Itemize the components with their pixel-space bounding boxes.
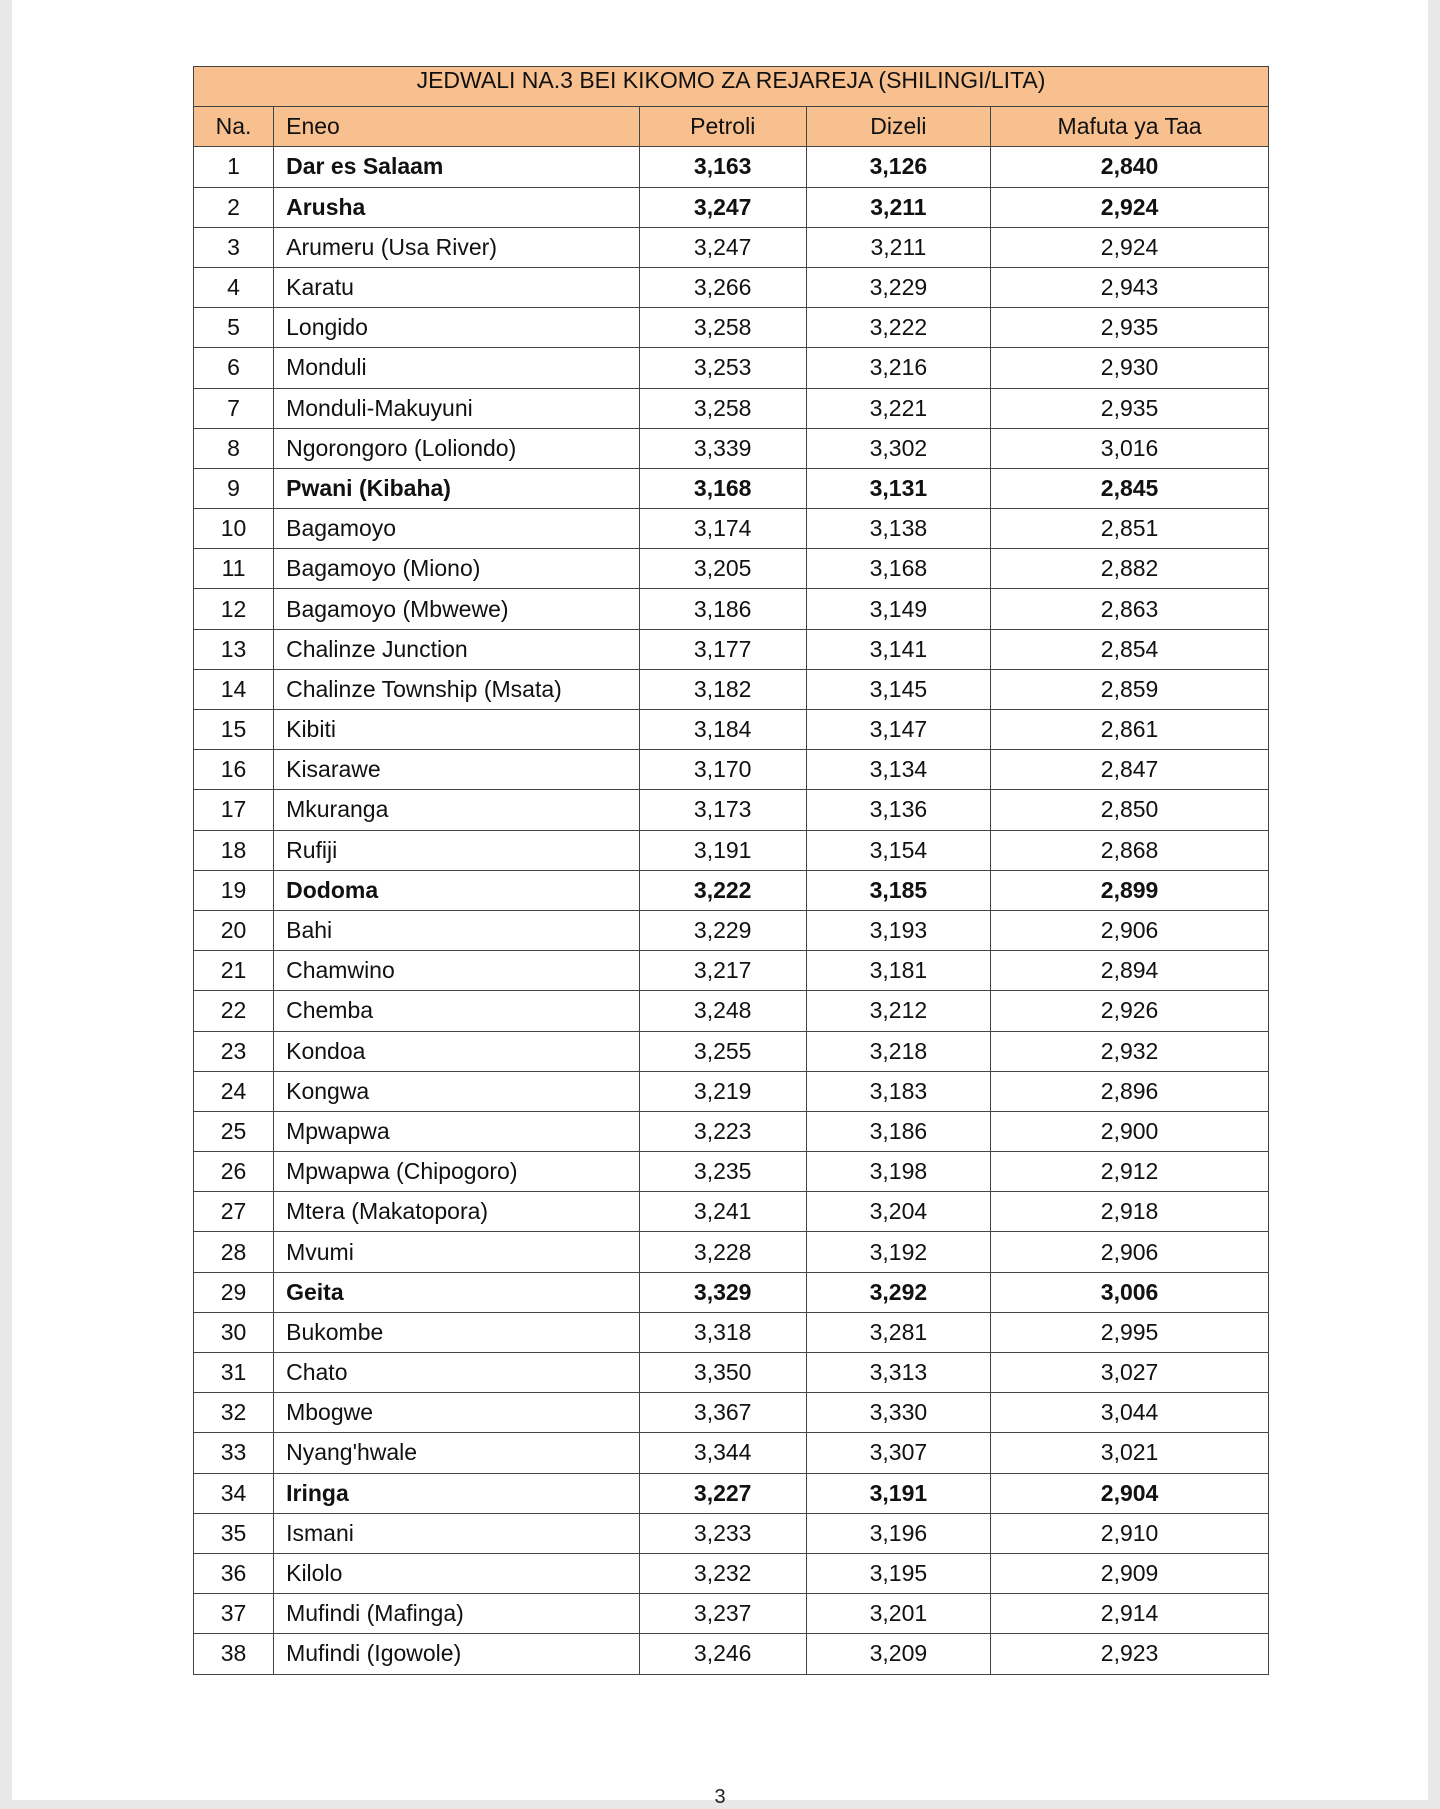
cell-dizeli: 3,330 xyxy=(806,1393,990,1433)
cell-mafuta: 2,845 xyxy=(991,468,1269,508)
cell-petroli: 3,258 xyxy=(639,388,806,428)
document-page xyxy=(12,0,1428,1808)
cell-petroli: 3,318 xyxy=(639,1312,806,1352)
fuel-price-table xyxy=(193,66,1269,1675)
cell-eneo: Nyang'hwale xyxy=(274,1433,640,1473)
cell-eneo: Kondoa xyxy=(274,1031,640,1071)
cell-eneo: Mufindi (Mafinga) xyxy=(274,1594,640,1634)
cell-dizeli: 3,134 xyxy=(806,750,990,790)
cell-mafuta: 2,840 xyxy=(991,147,1269,187)
cell-dizeli: 3,191 xyxy=(806,1473,990,1513)
cell-petroli: 3,247 xyxy=(639,227,806,267)
header-dizeli: Dizeli xyxy=(806,107,990,147)
cell-petroli: 3,177 xyxy=(639,629,806,669)
cell-mafuta: 2,859 xyxy=(991,669,1269,709)
cell-mafuta: 2,909 xyxy=(991,1553,1269,1593)
cell-mafuta: 2,923 xyxy=(991,1634,1269,1674)
cell-petroli: 3,222 xyxy=(639,870,806,910)
table-row xyxy=(194,388,1269,428)
cell-eneo: Bagamoyo xyxy=(274,509,640,549)
cell-eneo: Kisarawe xyxy=(274,750,640,790)
cell-mafuta: 2,932 xyxy=(991,1031,1269,1071)
cell-petroli: 3,350 xyxy=(639,1353,806,1393)
cell-dizeli: 3,211 xyxy=(806,187,990,227)
cell-no: 15 xyxy=(194,710,274,750)
table-row xyxy=(194,1634,1269,1674)
table-row xyxy=(194,1312,1269,1352)
cell-petroli: 3,255 xyxy=(639,1031,806,1071)
cell-dizeli: 3,154 xyxy=(806,830,990,870)
cell-petroli: 3,219 xyxy=(639,1071,806,1111)
cell-petroli: 3,237 xyxy=(639,1594,806,1634)
header-eneo: Eneo xyxy=(274,107,640,147)
table-row xyxy=(194,1473,1269,1513)
table-row xyxy=(194,669,1269,709)
cell-dizeli: 3,186 xyxy=(806,1111,990,1151)
cell-eneo: Arumeru (Usa River) xyxy=(274,227,640,267)
cell-eneo: Mvumi xyxy=(274,1232,640,1272)
cell-eneo: Mpwapwa (Chipogoro) xyxy=(274,1152,640,1192)
cell-petroli: 3,228 xyxy=(639,1232,806,1272)
cell-petroli: 3,168 xyxy=(639,468,806,508)
cell-no: 38 xyxy=(194,1634,274,1674)
cell-no: 17 xyxy=(194,790,274,830)
cell-eneo: Pwani (Kibaha) xyxy=(274,468,640,508)
cell-mafuta: 2,924 xyxy=(991,187,1269,227)
cell-petroli: 3,163 xyxy=(639,147,806,187)
cell-mafuta: 2,854 xyxy=(991,629,1269,669)
table-row xyxy=(194,1031,1269,1071)
cell-no: 3 xyxy=(194,227,274,267)
table-row xyxy=(194,1071,1269,1111)
cell-dizeli: 3,281 xyxy=(806,1312,990,1352)
cell-no: 10 xyxy=(194,509,274,549)
cell-petroli: 3,329 xyxy=(639,1272,806,1312)
cell-mafuta: 2,896 xyxy=(991,1071,1269,1111)
cell-dizeli: 3,292 xyxy=(806,1272,990,1312)
cell-mafuta: 2,995 xyxy=(991,1312,1269,1352)
cell-petroli: 3,227 xyxy=(639,1473,806,1513)
cell-dizeli: 3,307 xyxy=(806,1433,990,1473)
cell-dizeli: 3,196 xyxy=(806,1513,990,1553)
cell-mafuta: 2,906 xyxy=(991,910,1269,950)
cell-mafuta: 3,006 xyxy=(991,1272,1269,1312)
cell-dizeli: 3,126 xyxy=(806,147,990,187)
table-row xyxy=(194,991,1269,1031)
cell-no: 31 xyxy=(194,1353,274,1393)
cell-petroli: 3,235 xyxy=(639,1152,806,1192)
cell-petroli: 3,258 xyxy=(639,308,806,348)
cell-eneo: Bagamoyo (Miono) xyxy=(274,549,640,589)
cell-no: 8 xyxy=(194,428,274,468)
cell-mafuta: 2,935 xyxy=(991,388,1269,428)
table-row xyxy=(194,227,1269,267)
cell-no: 28 xyxy=(194,1232,274,1272)
cell-dizeli: 3,141 xyxy=(806,629,990,669)
cell-eneo: Bagamoyo (Mbwewe) xyxy=(274,589,640,629)
cell-mafuta: 2,850 xyxy=(991,790,1269,830)
cell-mafuta: 2,894 xyxy=(991,951,1269,991)
table-body xyxy=(194,147,1269,1674)
cell-no: 6 xyxy=(194,348,274,388)
cell-petroli: 3,182 xyxy=(639,669,806,709)
cell-no: 14 xyxy=(194,669,274,709)
cell-eneo: Kibiti xyxy=(274,710,640,750)
cell-eneo: Mbogwe xyxy=(274,1393,640,1433)
table-row xyxy=(194,1553,1269,1593)
cell-dizeli: 3,212 xyxy=(806,991,990,1031)
cell-petroli: 3,339 xyxy=(639,428,806,468)
cell-dizeli: 3,216 xyxy=(806,348,990,388)
cell-dizeli: 3,131 xyxy=(806,468,990,508)
cell-mafuta: 2,930 xyxy=(991,348,1269,388)
cell-no: 25 xyxy=(194,1111,274,1151)
cell-no: 26 xyxy=(194,1152,274,1192)
table-row xyxy=(194,187,1269,227)
cell-no: 34 xyxy=(194,1473,274,1513)
cell-dizeli: 3,183 xyxy=(806,1071,990,1111)
cell-mafuta: 2,918 xyxy=(991,1192,1269,1232)
cell-petroli: 3,253 xyxy=(639,348,806,388)
cell-eneo: Monduli-Makuyuni xyxy=(274,388,640,428)
cell-no: 1 xyxy=(194,147,274,187)
table-row xyxy=(194,1152,1269,1192)
table-row xyxy=(194,830,1269,870)
table-row xyxy=(194,267,1269,307)
cell-petroli: 3,173 xyxy=(639,790,806,830)
cell-eneo: Arusha xyxy=(274,187,640,227)
cell-eneo: Geita xyxy=(274,1272,640,1312)
cell-eneo: Mtera (Makatopora) xyxy=(274,1192,640,1232)
table-row xyxy=(194,147,1269,187)
cell-no: 22 xyxy=(194,991,274,1031)
cell-petroli: 3,170 xyxy=(639,750,806,790)
cell-dizeli: 3,185 xyxy=(806,870,990,910)
cell-petroli: 3,229 xyxy=(639,910,806,950)
cell-dizeli: 3,149 xyxy=(806,589,990,629)
cell-petroli: 3,247 xyxy=(639,187,806,227)
cell-eneo: Chalinze Junction xyxy=(274,629,640,669)
cell-no: 16 xyxy=(194,750,274,790)
cell-eneo: Bukombe xyxy=(274,1312,640,1352)
cell-petroli: 3,205 xyxy=(639,549,806,589)
table-row xyxy=(194,1232,1269,1272)
table-row xyxy=(194,1192,1269,1232)
table-row xyxy=(194,308,1269,348)
cell-petroli: 3,246 xyxy=(639,1634,806,1674)
table-row xyxy=(194,910,1269,950)
cell-dizeli: 3,145 xyxy=(806,669,990,709)
cell-dizeli: 3,138 xyxy=(806,509,990,549)
cell-dizeli: 3,218 xyxy=(806,1031,990,1071)
cell-mafuta: 2,900 xyxy=(991,1111,1269,1151)
cell-mafuta: 2,910 xyxy=(991,1513,1269,1553)
cell-no: 19 xyxy=(194,870,274,910)
cell-eneo: Chemba xyxy=(274,991,640,1031)
table-title: JEDWALI NA.3 BEI KIKOMO ZA REJAREJA (SHILINGI/LITA) xyxy=(194,67,1269,107)
cell-mafuta: 2,851 xyxy=(991,509,1269,549)
cell-eneo: Mkuranga xyxy=(274,790,640,830)
table-row xyxy=(194,1272,1269,1312)
cell-petroli: 3,186 xyxy=(639,589,806,629)
cell-mafuta: 2,926 xyxy=(991,991,1269,1031)
cell-mafuta: 3,044 xyxy=(991,1393,1269,1433)
cell-eneo: Longido xyxy=(274,308,640,348)
cell-eneo: Ismani xyxy=(274,1513,640,1553)
table-row xyxy=(194,1393,1269,1433)
cell-petroli: 3,223 xyxy=(639,1111,806,1151)
cell-no: 4 xyxy=(194,267,274,307)
cell-no: 24 xyxy=(194,1071,274,1111)
cell-eneo: Dodoma xyxy=(274,870,640,910)
cell-dizeli: 3,198 xyxy=(806,1152,990,1192)
cell-no: 21 xyxy=(194,951,274,991)
table-row xyxy=(194,790,1269,830)
cell-eneo: Monduli xyxy=(274,348,640,388)
cell-mafuta: 2,935 xyxy=(991,308,1269,348)
table-row xyxy=(194,549,1269,589)
table-header-row xyxy=(194,107,1269,147)
cell-dizeli: 3,201 xyxy=(806,1594,990,1634)
cell-eneo: Dar es Salaam xyxy=(274,147,640,187)
cell-mafuta: 2,899 xyxy=(991,870,1269,910)
cell-no: 30 xyxy=(194,1312,274,1352)
cell-mafuta: 2,868 xyxy=(991,830,1269,870)
cell-dizeli: 3,181 xyxy=(806,951,990,991)
cell-petroli: 3,233 xyxy=(639,1513,806,1553)
cell-no: 13 xyxy=(194,629,274,669)
cell-no: 27 xyxy=(194,1192,274,1232)
cell-eneo: Chalinze Township (Msata) xyxy=(274,669,640,709)
cell-no: 23 xyxy=(194,1031,274,1071)
cell-dizeli: 3,136 xyxy=(806,790,990,830)
table-row xyxy=(194,951,1269,991)
cell-no: 2 xyxy=(194,187,274,227)
table-row xyxy=(194,1353,1269,1393)
cell-mafuta: 2,847 xyxy=(991,750,1269,790)
cell-petroli: 3,191 xyxy=(639,830,806,870)
cell-eneo: Chamwino xyxy=(274,951,640,991)
table-title-row xyxy=(194,67,1269,107)
table-row xyxy=(194,348,1269,388)
cell-eneo: Kilolo xyxy=(274,1553,640,1593)
cell-eneo: Kongwa xyxy=(274,1071,640,1111)
cell-no: 37 xyxy=(194,1594,274,1634)
table-row xyxy=(194,589,1269,629)
cell-dizeli: 3,192 xyxy=(806,1232,990,1272)
cell-dizeli: 3,313 xyxy=(806,1353,990,1393)
cell-mafuta: 2,943 xyxy=(991,267,1269,307)
cell-mafuta: 2,904 xyxy=(991,1473,1269,1513)
table-row xyxy=(194,1111,1269,1151)
cell-no: 9 xyxy=(194,468,274,508)
table-row xyxy=(194,750,1269,790)
cell-eneo: Karatu xyxy=(274,267,640,307)
cell-mafuta: 2,906 xyxy=(991,1232,1269,1272)
cell-no: 33 xyxy=(194,1433,274,1473)
cell-eneo: Mufindi (Igowole) xyxy=(274,1634,640,1674)
table-row xyxy=(194,1594,1269,1634)
cell-eneo: Chato xyxy=(274,1353,640,1393)
cell-mafuta: 2,924 xyxy=(991,227,1269,267)
cell-dizeli: 3,147 xyxy=(806,710,990,750)
cell-no: 12 xyxy=(194,589,274,629)
cell-petroli: 3,217 xyxy=(639,951,806,991)
cell-petroli: 3,184 xyxy=(639,710,806,750)
cell-petroli: 3,174 xyxy=(639,509,806,549)
cell-no: 11 xyxy=(194,549,274,589)
cell-no: 5 xyxy=(194,308,274,348)
cell-no: 18 xyxy=(194,830,274,870)
cell-petroli: 3,232 xyxy=(639,1553,806,1593)
cell-petroli: 3,344 xyxy=(639,1433,806,1473)
table-row xyxy=(194,629,1269,669)
cell-eneo: Bahi xyxy=(274,910,640,950)
table-row xyxy=(194,428,1269,468)
header-petroli: Petroli xyxy=(639,107,806,147)
cell-no: 20 xyxy=(194,910,274,950)
cell-eneo: Mpwapwa xyxy=(274,1111,640,1151)
cell-eneo: Ngorongoro (Loliondo) xyxy=(274,428,640,468)
cell-mafuta: 2,912 xyxy=(991,1152,1269,1192)
header-mafuta: Mafuta ya Taa xyxy=(991,107,1269,147)
cell-dizeli: 3,204 xyxy=(806,1192,990,1232)
cell-petroli: 3,367 xyxy=(639,1393,806,1433)
table-row xyxy=(194,870,1269,910)
cell-petroli: 3,248 xyxy=(639,991,806,1031)
header-no: Na. xyxy=(194,107,274,147)
cell-mafuta: 3,016 xyxy=(991,428,1269,468)
cell-petroli: 3,266 xyxy=(639,267,806,307)
cell-dizeli: 3,229 xyxy=(806,267,990,307)
table-row xyxy=(194,509,1269,549)
cell-dizeli: 3,193 xyxy=(806,910,990,950)
table-row xyxy=(194,1513,1269,1553)
table-row xyxy=(194,710,1269,750)
cell-eneo: Rufiji xyxy=(274,830,640,870)
cell-no: 29 xyxy=(194,1272,274,1312)
cell-mafuta: 2,914 xyxy=(991,1594,1269,1634)
cell-no: 32 xyxy=(194,1393,274,1433)
table-row xyxy=(194,1433,1269,1473)
cell-petroli: 3,241 xyxy=(639,1192,806,1232)
cell-dizeli: 3,221 xyxy=(806,388,990,428)
cell-no: 36 xyxy=(194,1553,274,1593)
cell-no: 7 xyxy=(194,388,274,428)
cell-dizeli: 3,222 xyxy=(806,308,990,348)
cell-mafuta: 2,882 xyxy=(991,549,1269,589)
cell-dizeli: 3,211 xyxy=(806,227,990,267)
cell-dizeli: 3,302 xyxy=(806,428,990,468)
cell-dizeli: 3,209 xyxy=(806,1634,990,1674)
table-row xyxy=(194,468,1269,508)
cell-eneo: Iringa xyxy=(274,1473,640,1513)
cell-mafuta: 3,027 xyxy=(991,1353,1269,1393)
page-number: 3 xyxy=(714,1786,726,1808)
cell-mafuta: 2,863 xyxy=(991,589,1269,629)
cell-dizeli: 3,168 xyxy=(806,549,990,589)
cell-no: 35 xyxy=(194,1513,274,1553)
cell-dizeli: 3,195 xyxy=(806,1553,990,1593)
cell-mafuta: 2,861 xyxy=(991,710,1269,750)
cell-mafuta: 3,021 xyxy=(991,1433,1269,1473)
